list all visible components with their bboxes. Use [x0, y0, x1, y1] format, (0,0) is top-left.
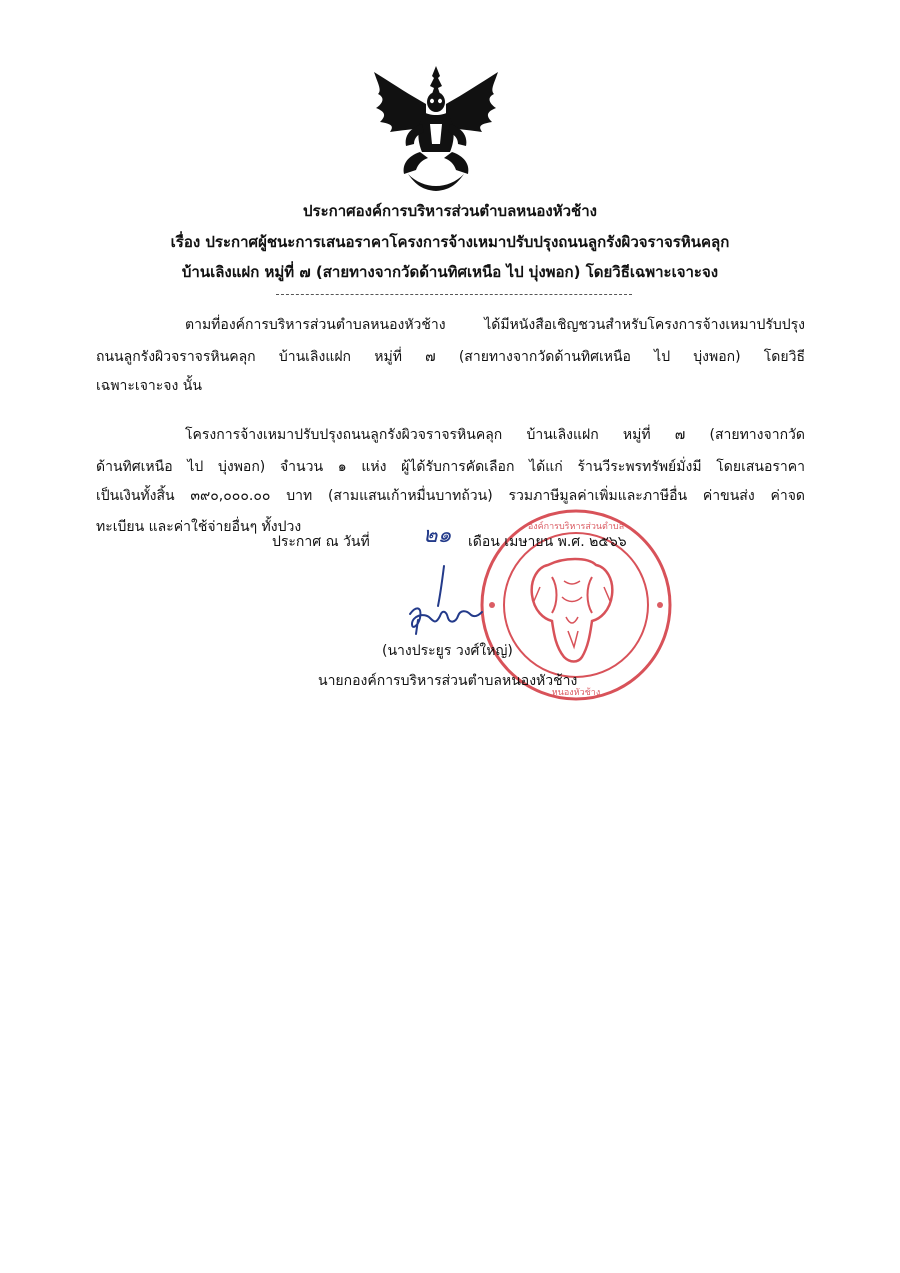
announcement-day-handwritten: ๒๑: [423, 523, 452, 548]
paragraph-1-line-2: ถนนลูกรังผิวจราจรหินคลุก บ้านเลิงแฝก หมู่ที่ ๗ (สายทางจากวัดด้านทิศเหนือ ไป บุ่งพอก) โดยวิธี: [96, 349, 805, 365]
garuda-emblem-icon: [368, 64, 504, 192]
svg-text:หนองหัวช้าง: หนองหัวช้าง: [551, 688, 601, 698]
paragraph-1-line-3: เฉพาะเจาะจง นั้น: [96, 378, 202, 394]
paragraph-2-line-4: ทะเบียน และค่าใช้จ่ายอื่นๆ ทั้งปวง: [96, 519, 302, 535]
announcement-date-prefix: ประกาศ ณ วันที่: [272, 534, 370, 550]
signer-position: นายกองค์การบริหารส่วนตำบลหนองหัวช้าง: [318, 673, 578, 689]
paragraph-2-line-2: ด้านทิศเหนือ ไป บุ่งพอก) จำนวน ๑ แห่ง ผู้ได้รับการคัดเลือก ได้แก่ ร้านวีระพรทรัพย์มั่งมี โดยเสนอราคา: [96, 459, 805, 475]
paragraph-1-line-1: ตามที่องค์การบริหารส่วนตำบลหนองหัวช้าง ได้มีหนังสือเชิญชวนสำหรับโครงการจ้างเหมาปรับปรุง: [185, 317, 805, 333]
signer-name: (นางประยูร วงศ์ใหญ่): [382, 643, 513, 659]
title-divider: [276, 294, 632, 295]
subject-line: เรื่อง ประกาศผู้ชนะการเสนอราคาโครงการจ้างเหมาปรับปรุงถนนลูกรังผิวจราจรหินคลุก: [170, 233, 730, 251]
svg-text:องค์การบริหารส่วนตำบล: องค์การบริหารส่วนตำบล: [527, 522, 625, 532]
paragraph-2-line-3: เป็นเงินทั้งสิ้น ๓๙๐,๐๐๐.๐๐ บาท (สามแสนเก้าหมื่นบาทถ้วน) รวมภาษีมูลค่าเพิ่มและภาษีอื่น ค่าขนส่ง ค่าจด: [96, 488, 805, 504]
announcement-title: ประกาศองค์การบริหารส่วนตำบลหนองหัวช้าง: [303, 202, 597, 220]
paragraph-2-line-1: โครงการจ้างเหมาปรับปรุงถนนลูกรังผิวจราจรหินคลุก บ้านเลิงแฝก หมู่ที่ ๗ (สายทางจากวัด: [185, 427, 805, 443]
announcement-month-year: เดือน เมษายน พ.ศ. ๒๕๖๖: [468, 534, 627, 550]
subject-line-continued: บ้านเลิงแฝก หมู่ที่ ๗ (สายทางจากวัดด้านทิศเหนือ ไป บุ่งพอก) โดยวิธีเฉพาะเจาะจง: [181, 263, 719, 281]
handwritten-signature: [398, 562, 488, 652]
